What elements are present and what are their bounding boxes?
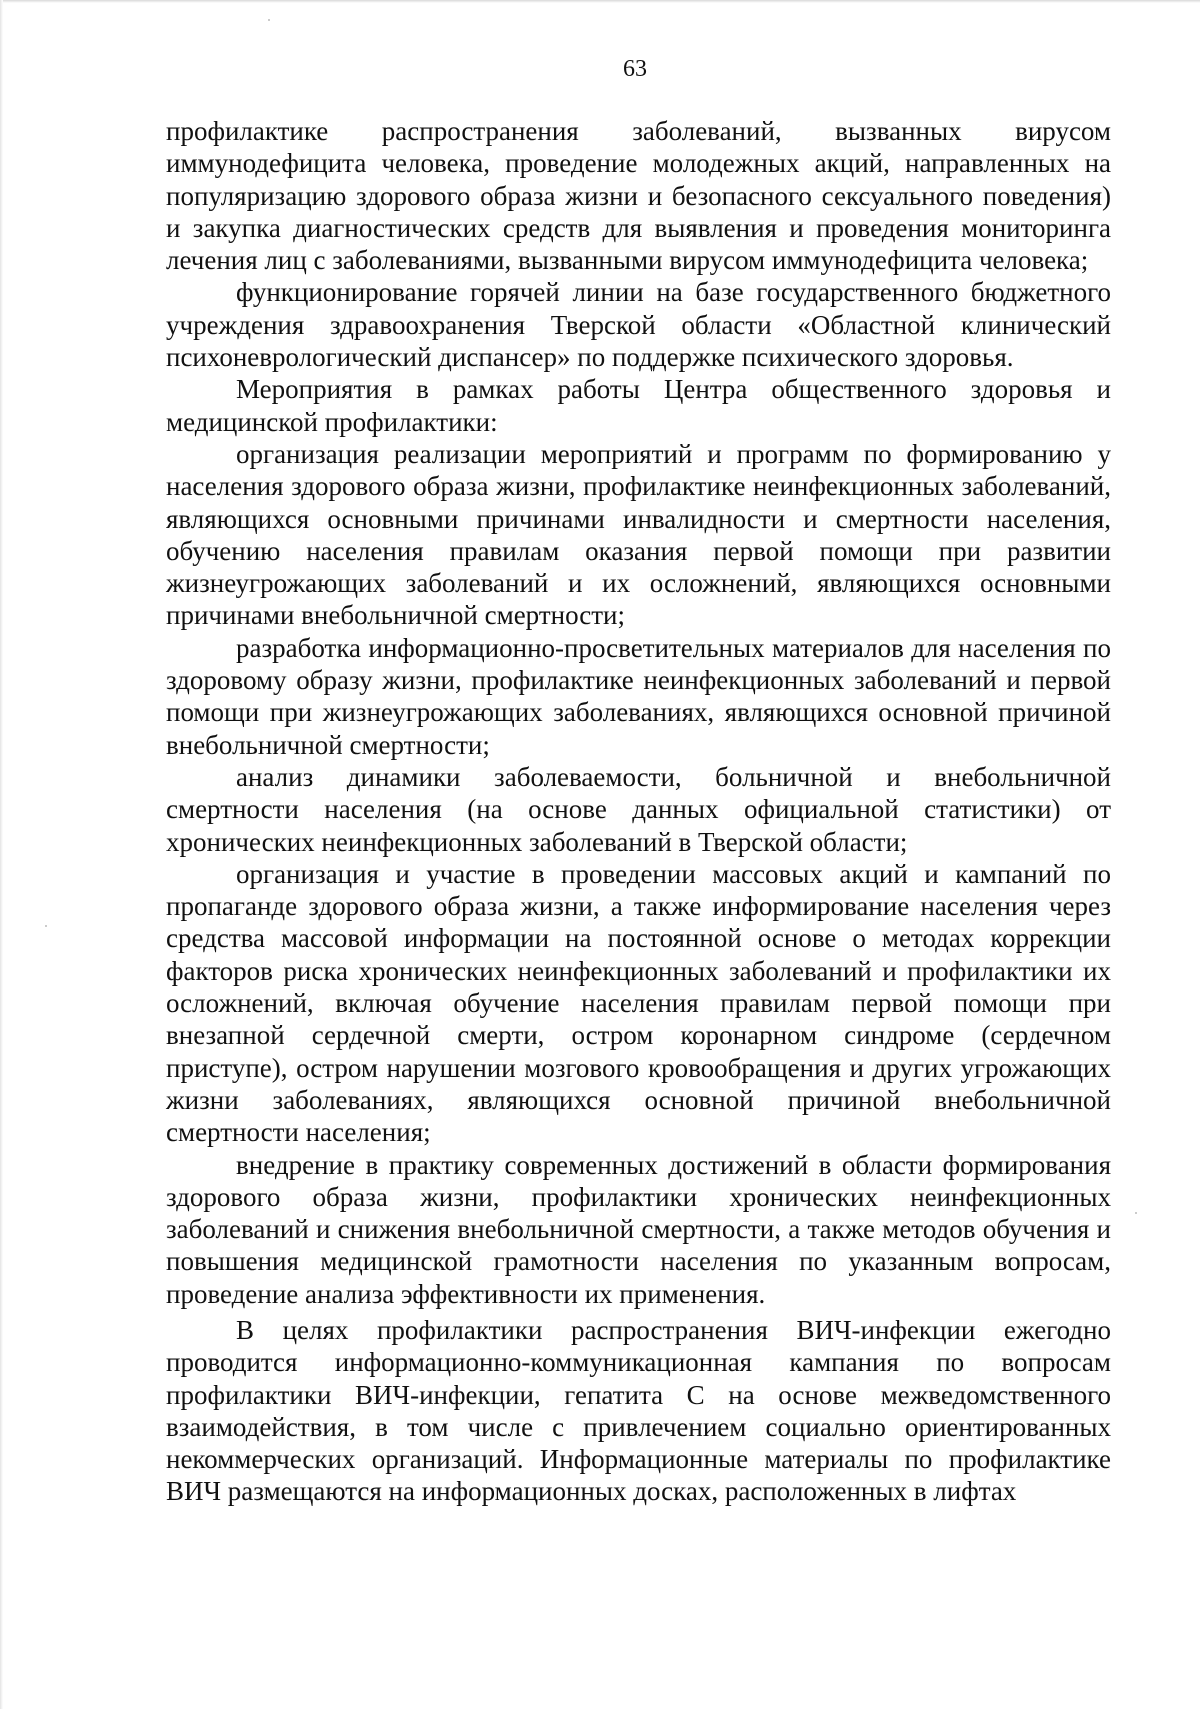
scan-edge-top — [0, 0, 1200, 3]
scan-speck — [45, 925, 47, 927]
page-number: 63 — [623, 56, 647, 82]
scan-edge-left — [0, 0, 3, 1709]
paragraph-materials-development: разработка информационно-просветительных материалов для населения по здоровому образу жизни, профилактике неинфекционных заболеваний и первой помощи при жизнеугрожающих заболеваниях, являющихся основной причиной внебольничной смертности; — [166, 632, 1111, 760]
document-body — [166, 115, 1111, 1508]
paragraph-hiv-prevention: В целях профилактики распространения ВИЧ-инфекции ежегодно проводится информационно-коммуникационная кампания по вопросам профилактики ВИЧ-инфекции, гепатита С на основе межведомственного взаимодействия, в том числе с привлечением социально ориентированных некоммерческих организаций. Информационные материалы по профилактике ВИЧ размещаются на информационных досках, расположенных в лифтах — [166, 1314, 1111, 1507]
paragraph-organization-programs: организация реализации мероприятий и программ по формированию у населения здорового образа жизни, профилактике неинфекционных заболеваний, являющихся основными причинами инвалидности и смертности населения, обучению населения правилам оказания первой помощи при развитии жизнеугрожающих заболеваний и их осложнений, являющихся основными причинами внебольничной смертности; — [166, 438, 1111, 631]
paragraph-morbidity-analysis: анализ динамики заболеваемости, больничной и внебольничной смертности населения (на основе данных официальной статистики) от хронических неинфекционных заболеваний в Тверской области; — [166, 761, 1111, 857]
paragraph-implementation: внедрение в практику современных достижений в области формирования здорового образа жизни, профилактики хронических неинфекционных заболеваний и снижения внебольничной смертности, а также методов обучения и повышения медицинской грамотности населения по указанным вопросам, проведение анализа эффективности их применения. — [166, 1149, 1111, 1309]
paragraph-continuation: профилактике распространения заболеваний, вызванных вирусом иммунодефицита человека, проведение молодежных акций, направленных на популяризацию здорового образа жизни и безопасного сексуального поведения) и закупка диагностических средств для выявления и проведения мониторинга лечения лиц с заболеваниями, вызванными вирусом иммунодефицита человека; — [166, 116, 1111, 276]
paragraph-center-measures-heading: Мероприятия в рамках работы Центра общественного здоровья и медицинской профилактики: — [166, 374, 1111, 437]
scan-speck — [268, 19, 270, 21]
paragraph-mass-campaigns: организация и участие в проведении массовых акций и кампаний по пропаганде здорового образа жизни, а также информирование населения через средства массовой информации на постоянной основе о методах коррекции факторов риска хронических неинфекционных заболеваний и профилактики их осложнений, включая обучение населения правилам первой помощи при внезапной сердечной смерти, остром коронарном синдроме (сердечном приступе), остром нарушении мозгового кровообращения и других угрожающих жизни заболеваниях, являющихся основной причиной внебольничной смертности населения; — [166, 858, 1111, 1148]
scan-speck — [1135, 1212, 1137, 1214]
paragraph-hotline: функционирование горячей линии на базе государственного бюджетного учреждения здравоохранения Тверской области «Областной клинический психоневрологический диспансер» по поддержке психического здоровья. — [166, 277, 1111, 373]
